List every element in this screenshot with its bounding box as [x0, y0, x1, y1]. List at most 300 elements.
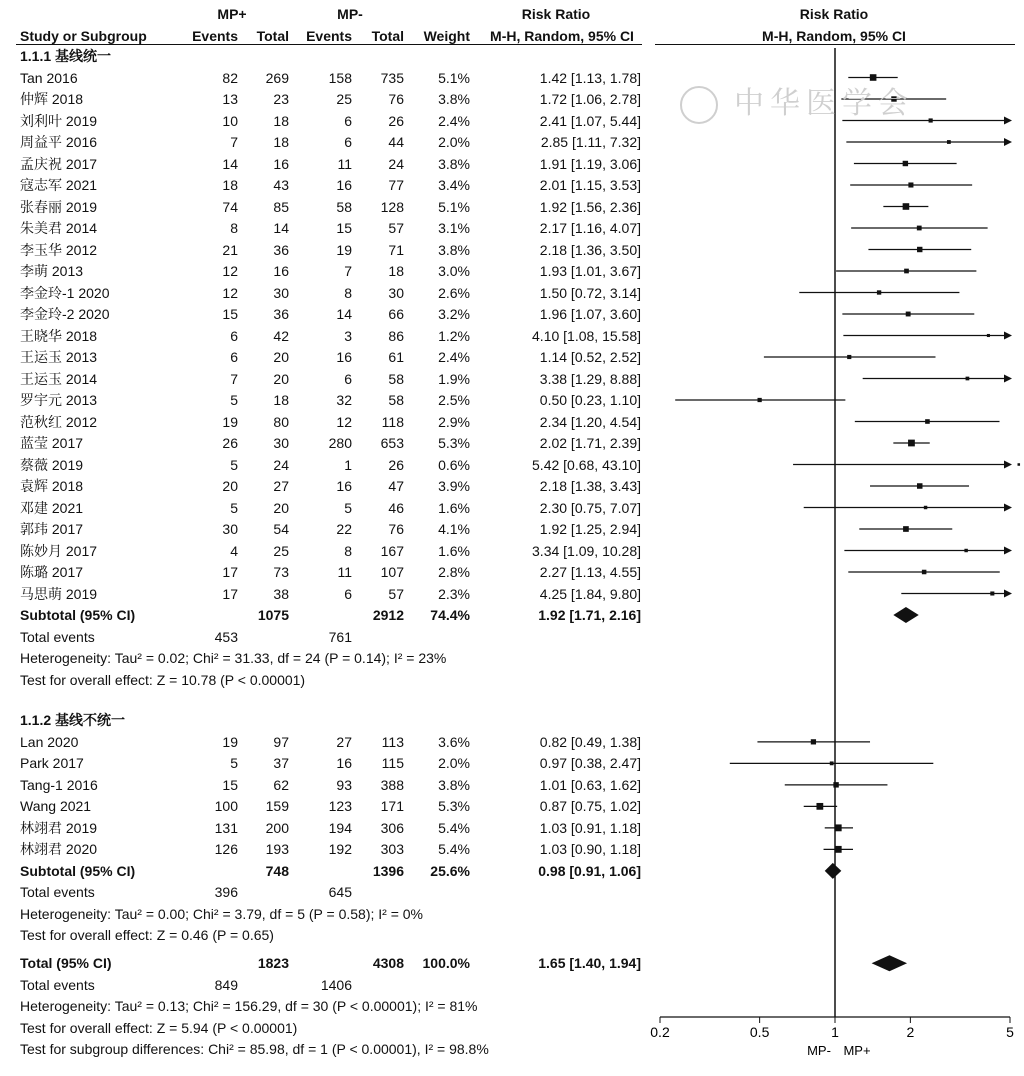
study-name: Lan 2020 — [20, 733, 79, 750]
total-mpminus: 46 — [388, 499, 404, 516]
weight: 1.9% — [438, 370, 470, 387]
risk-ratio-ci: 0.82 [0.49, 1.38] — [539, 733, 641, 750]
weight: 3.0% — [438, 263, 470, 279]
subgroup-label: 1.1.1 基线统一 — [20, 48, 112, 64]
header-weight: Weight — [423, 28, 470, 44]
total-mpplus: 80 — [273, 413, 289, 430]
weight: 2.8% — [438, 564, 470, 580]
weight: 1.2% — [438, 327, 470, 344]
total-mpminus: 47 — [388, 478, 404, 494]
total-mpplus: 43 — [273, 177, 289, 193]
plot-title: Risk Ratio — [799, 6, 869, 22]
total-mpminus: 171 — [380, 798, 404, 815]
risk-ratio-ci: 2.02 [1.71, 2.39] — [539, 435, 641, 451]
total-mpplus: 27 — [273, 478, 289, 494]
total-mpplus: 1823 — [257, 955, 289, 972]
header-rr-method: M-H, Random, 95% CI — [490, 28, 634, 44]
events-mpminus: 16 — [336, 478, 352, 494]
total-mpminus: 57 — [388, 585, 404, 602]
total-mpplus: 30 — [273, 435, 289, 451]
total-mpplus: 193 — [265, 841, 289, 858]
risk-ratio-ci: 2.01 [1.15, 3.53] — [539, 177, 641, 193]
events-mpminus: 16 — [336, 349, 352, 365]
study-name: Tang-1 2016 — [20, 776, 98, 793]
total-mpplus: 159 — [265, 798, 289, 815]
events-mpminus: 194 — [328, 819, 352, 836]
study-name: 蔡薇 2019 — [20, 456, 84, 473]
risk-ratio-ci: 1.03 [0.90, 1.18] — [539, 841, 641, 858]
events-mpplus: 12 — [222, 284, 238, 301]
study-name: 邓建 2021 — [20, 499, 84, 516]
total-mpplus: 24 — [273, 456, 289, 473]
subtotal-ci: 0.98 [0.91, 1.06] — [538, 862, 641, 879]
total-mpminus: 77 — [388, 177, 404, 193]
study-name: 林翊君 2020 — [20, 841, 98, 858]
total-events-label: Total events — [20, 628, 95, 645]
subtotal-weight: 74.4% — [430, 607, 470, 623]
total-mpplus: 14 — [273, 220, 289, 236]
total-weight: 100.0% — [422, 955, 470, 972]
total-mpplus: 30 — [273, 284, 289, 301]
total-mpplus: 20 — [273, 370, 289, 387]
total-events-mpplus: 396 — [214, 884, 238, 901]
events-mpplus: 82 — [222, 69, 238, 86]
ci-arrow — [1004, 461, 1012, 469]
weight: 3.8% — [438, 241, 470, 258]
events-mpminus: 192 — [328, 841, 352, 858]
x-tick-label: 5 — [1006, 1024, 1014, 1040]
effect-square — [904, 269, 909, 274]
total-mpminus: 26 — [388, 112, 404, 129]
risk-ratio-ci: 1.92 [1.56, 2.36] — [539, 198, 641, 215]
effect-square — [917, 247, 922, 252]
ci-arrow — [1004, 117, 1012, 125]
events-mpminus: 15 — [336, 220, 352, 236]
effect-square — [877, 290, 881, 294]
weight: 3.8% — [438, 91, 470, 107]
events-mpplus: 12 — [222, 263, 238, 279]
events-mpplus: 6 — [230, 327, 238, 344]
header-mpminus: MP- — [337, 6, 363, 22]
risk-ratio-ci: 2.41 [1.07, 5.44] — [539, 112, 641, 129]
effect-square — [922, 570, 927, 575]
events-mpplus: 5 — [230, 392, 238, 408]
total-mpminus: 115 — [381, 755, 404, 772]
total-events-mpplus: 453 — [214, 628, 238, 645]
risk-ratio-ci: 4.10 [1.08, 15.58] — [532, 327, 641, 344]
total-mpminus: 86 — [388, 327, 404, 344]
total-mpminus: 306 — [380, 819, 404, 836]
total-mpminus: 30 — [388, 284, 404, 301]
risk-ratio-ci: 1.01 [0.63, 1.62] — [539, 776, 641, 793]
footer-overall: Test for overall effect: Z = 5.94 (P < 0.00001) — [20, 1019, 298, 1036]
weight: 2.6% — [438, 284, 470, 301]
study-name: 刘利叶 2019 — [20, 112, 98, 129]
risk-ratio-ci: 3.34 [1.09, 10.28] — [532, 542, 641, 559]
events-mpplus: 14 — [222, 155, 238, 172]
total-mpplus: 200 — [265, 819, 289, 836]
study-name: 李玉华 2012 — [20, 241, 98, 258]
study-name: 孟庆祝 2017 — [20, 155, 98, 172]
total-mpminus: 653 — [380, 435, 404, 451]
events-mpminus: 6 — [344, 134, 352, 150]
study-name: Tan 2016 — [20, 69, 78, 86]
study-name: 仲辉 2018 — [20, 91, 84, 107]
x-tick-label: 0.5 — [749, 1024, 770, 1040]
effect-square — [811, 739, 816, 744]
risk-ratio-ci: 1.93 [1.01, 3.67] — [539, 263, 641, 279]
weight: 5.1% — [438, 69, 470, 86]
total-mpplus: 54 — [273, 521, 289, 537]
risk-ratio-ci: 2.30 [0.75, 7.07] — [539, 499, 641, 516]
total-label: Total (95% CI) — [20, 955, 112, 972]
weight: 3.9% — [438, 478, 470, 494]
total-mpminus: 18 — [388, 263, 404, 279]
events-mpplus: 15 — [222, 776, 238, 793]
total-mpminus: 118 — [381, 413, 404, 430]
ci-arrow — [1004, 375, 1012, 383]
total-mpplus: 20 — [273, 349, 289, 365]
x-tick-label: 1 — [831, 1024, 839, 1040]
risk-ratio-ci: 0.50 [0.23, 1.10] — [539, 392, 641, 408]
header-total2: Total — [371, 28, 404, 44]
risk-ratio-ci: 1.42 [1.13, 1.78] — [539, 69, 641, 86]
events-mpminus: 6 — [344, 370, 352, 387]
ci-arrow — [1004, 504, 1012, 512]
risk-ratio-ci: 1.72 [1.06, 2.78] — [539, 91, 641, 107]
x-tick-label: 0.2 — [650, 1024, 670, 1040]
events-mpminus: 16 — [336, 177, 352, 193]
total-events-label: Total events — [20, 976, 95, 993]
study-name: 周益平 2016 — [20, 134, 98, 150]
study-name: 范秋红 2012 — [20, 413, 98, 430]
events-mpplus: 30 — [222, 521, 238, 537]
total-mpminus: 44 — [388, 134, 404, 150]
weight: 3.1% — [438, 220, 470, 236]
weight: 2.3% — [438, 585, 470, 602]
study-name: Park 2017 — [20, 755, 84, 772]
effect-square — [925, 419, 930, 424]
effect-square — [816, 803, 823, 810]
total-events-mpminus: 645 — [328, 884, 352, 901]
effect-square — [835, 824, 842, 831]
watermark-logo — [680, 78, 980, 121]
events-mpminus: 93 — [336, 776, 352, 793]
events-mpminus: 1 — [344, 456, 352, 473]
ci-arrow — [1004, 138, 1012, 146]
total-mpplus: 73 — [273, 564, 289, 580]
study-name: 李萌 2013 — [20, 263, 84, 279]
weight: 3.4% — [438, 177, 470, 193]
events-mpminus: 8 — [344, 542, 352, 559]
events-mpminus: 158 — [328, 69, 352, 86]
effect-square — [908, 440, 915, 447]
total-mpminus: 24 — [388, 155, 404, 172]
risk-ratio-ci: 0.97 [0.38, 2.47] — [539, 755, 641, 772]
events-mpplus: 17 — [222, 585, 238, 602]
total-mpplus: 18 — [273, 134, 289, 150]
subgroup-label: 1.1.2 基线不统一 — [20, 712, 126, 729]
total-mpplus: 38 — [273, 585, 289, 602]
risk-ratio-ci: 2.18 [1.38, 3.43] — [539, 478, 641, 494]
total-mpplus: 36 — [273, 306, 289, 322]
risk-ratio-ci: 4.25 [1.84, 9.80] — [539, 585, 641, 602]
events-mpplus: 7 — [230, 370, 238, 387]
weight: 1.6% — [438, 542, 470, 559]
weight: 3.8% — [438, 155, 470, 172]
effect-square — [906, 312, 911, 317]
study-name: 马思萌 2019 — [20, 585, 98, 602]
events-mpminus: 8 — [344, 284, 352, 301]
subtotal-total-mpplus: 1075 — [257, 607, 289, 623]
study-name: Wang 2021 — [20, 798, 92, 815]
total-mpminus: 113 — [381, 733, 404, 750]
total-mpplus: 16 — [273, 155, 289, 172]
weight: 5.3% — [438, 798, 470, 815]
total-mpminus: 4308 — [372, 955, 404, 972]
overall-effect-text: Test for overall effect: Z = 10.78 (P < 0.00001) — [20, 671, 306, 688]
risk-ratio-ci: 2.17 [1.16, 4.07] — [539, 220, 641, 236]
effect-square — [908, 182, 913, 187]
events-mpplus: 5 — [230, 755, 238, 772]
total-mpminus: 61 — [388, 349, 404, 365]
events-mpminus: 6 — [344, 585, 352, 602]
subtotal-total-mpminus: 2912 — [372, 607, 404, 623]
risk-ratio-ci: 1.03 [0.91, 1.18] — [539, 819, 641, 836]
weight: 2.9% — [438, 413, 470, 430]
total-mpplus: 85 — [273, 198, 289, 215]
events-mpplus: 19 — [222, 413, 238, 430]
footer-subgroup-diff: Test for subgroup differences: Chi² = 85.98, df = 1 (P < 0.00001), I² = 98.8% — [20, 1041, 489, 1058]
x-tick-label: 2 — [906, 1024, 915, 1040]
weight: 5.4% — [438, 819, 470, 836]
weight: 0.6% — [438, 456, 470, 473]
events-mpplus: 15 — [222, 306, 238, 322]
footer-heterogeneity: Heterogeneity: Tau² = 0.13; Chi² = 156.29, df = 30 (P < 0.00001); I² = 81% — [20, 998, 478, 1015]
total-mpminus: 58 — [388, 392, 404, 408]
subtotal-total-mpplus: 748 — [265, 862, 289, 879]
events-mpplus: 19 — [222, 733, 238, 750]
study-name: 郭玮 2017 — [20, 521, 84, 537]
study-name: 陈璐 2017 — [20, 564, 84, 580]
total-mpplus: 36 — [273, 241, 289, 258]
header-mpplus: MP+ — [217, 6, 247, 22]
effect-square — [847, 355, 851, 359]
risk-ratio-ci: 2.85 [1.11, 7.32] — [540, 134, 641, 150]
total-mpminus: 71 — [388, 241, 404, 258]
risk-ratio-ci: 1.92 [1.25, 2.94] — [539, 521, 641, 537]
effect-square — [833, 782, 838, 787]
total-mpminus: 388 — [380, 776, 404, 793]
weight: 2.4% — [438, 112, 470, 129]
total-events-mpminus: 761 — [328, 628, 352, 645]
effect-square — [835, 846, 842, 853]
ci-arrow — [1004, 590, 1012, 598]
subtotal-weight: 25.6% — [430, 862, 470, 879]
header-total1: Total — [256, 28, 289, 44]
seal-icon — [680, 86, 718, 124]
risk-ratio-ci: 1.96 [1.07, 3.60] — [539, 306, 641, 322]
total-events-label: Total events — [20, 884, 95, 901]
weight: 2.5% — [438, 392, 470, 408]
risk-ratio-ci: 1.91 [1.19, 3.06] — [539, 155, 641, 172]
total-mpplus: 25 — [273, 542, 289, 559]
heterogeneity-text: Heterogeneity: Tau² = 0.00; Chi² = 3.79, df = 5 (P = 0.58); I² = 0% — [20, 905, 423, 922]
events-mpminus: 22 — [336, 521, 352, 537]
total-mpminus: 66 — [388, 306, 404, 322]
ci-arrow — [1004, 332, 1012, 340]
total-mpplus: 62 — [273, 776, 289, 793]
events-mpplus: 5 — [230, 456, 238, 473]
summary-diamond — [872, 955, 907, 971]
subtotal-ci: 1.92 [1.71, 2.16] — [538, 607, 641, 623]
events-mpminus: 12 — [336, 413, 352, 430]
events-mpminus: 5 — [344, 499, 352, 516]
header-events2: Events — [306, 28, 352, 44]
study-name: 王运玉 2013 — [20, 349, 98, 365]
study-name: 蓝莹 2017 — [20, 435, 84, 451]
events-mpplus: 126 — [214, 841, 238, 858]
events-mpplus: 74 — [222, 198, 238, 215]
events-mpminus: 19 — [336, 241, 352, 258]
header-rr: Risk Ratio — [521, 6, 591, 22]
heterogeneity-text: Heterogeneity: Tau² = 0.02; Chi² = 31.33, df = 24 (P = 0.14); I² = 23% — [20, 650, 447, 666]
risk-ratio-ci: 2.27 [1.13, 4.55] — [539, 564, 641, 580]
risk-ratio-ci: 3.38 [1.29, 8.88] — [539, 370, 641, 387]
events-mpminus: 27 — [336, 733, 352, 750]
effect-square — [758, 398, 762, 402]
effect-square — [966, 377, 970, 381]
summary-diamond — [893, 607, 918, 623]
study-name: 罗宇元 2013 — [20, 392, 98, 408]
events-mpminus: 6 — [344, 112, 352, 129]
weight: 5.3% — [438, 435, 470, 451]
events-mpplus: 131 — [214, 819, 238, 836]
risk-ratio-ci: 0.87 [0.75, 1.02] — [539, 798, 641, 815]
overall-effect-text: Test for overall effect: Z = 0.46 (P = 0.65) — [20, 927, 274, 944]
study-name: 张春丽 2019 — [20, 198, 98, 215]
events-mpplus: 5 — [230, 499, 238, 516]
total-mpminus: 58 — [388, 370, 404, 387]
study-name: 王晓华 2018 — [20, 327, 98, 344]
total-mpplus: 23 — [273, 91, 289, 107]
subtotal-label: Subtotal (95% CI) — [20, 862, 136, 879]
risk-ratio-ci: 1.50 [0.72, 3.14] — [539, 284, 641, 301]
subtotal-total-mpminus: 1396 — [372, 862, 404, 879]
events-mpplus: 18 — [222, 177, 238, 193]
weight: 2.0% — [438, 755, 470, 772]
total-mpminus: 76 — [388, 91, 404, 107]
events-mpplus: 21 — [222, 241, 238, 258]
effect-square — [924, 506, 927, 509]
events-mpminus: 16 — [336, 755, 352, 772]
study-name: 李金玲-1 2020 — [20, 284, 110, 301]
weight: 3.6% — [438, 733, 470, 750]
effect-square — [903, 526, 909, 532]
events-mpminus: 123 — [328, 798, 352, 815]
events-mpplus: 26 — [222, 435, 238, 451]
events-mpminus: 11 — [337, 155, 352, 172]
total-mpplus: 97 — [273, 733, 289, 750]
weight: 2.0% — [438, 134, 470, 150]
events-mpminus: 32 — [336, 392, 352, 408]
right-direction-label: MP+ — [843, 1043, 871, 1058]
events-mpminus: 14 — [336, 306, 352, 322]
weight: 2.4% — [438, 349, 470, 365]
total-mpplus: 18 — [273, 112, 289, 129]
total-mpplus: 16 — [273, 263, 289, 279]
study-name: 林翊君 2019 — [20, 819, 98, 836]
study-name: 陈妙月 2017 — [20, 542, 98, 559]
effect-square — [947, 140, 951, 144]
weight: 5.4% — [438, 841, 470, 858]
total-events-mpplus: 849 — [214, 976, 238, 993]
risk-ratio-ci: 5.42 [0.68, 43.10] — [532, 456, 641, 473]
total-mpplus: 269 — [265, 69, 289, 86]
header-study: Study or Subgroup — [20, 28, 147, 44]
plot-method: M-H, Random, 95% CI — [762, 28, 906, 44]
effect-square — [830, 761, 834, 765]
weight: 4.1% — [438, 521, 470, 537]
events-mpplus: 4 — [230, 542, 238, 559]
effect-square — [987, 334, 990, 337]
subtotal-label: Subtotal (95% CI) — [20, 607, 136, 623]
total-mpminus: 76 — [388, 521, 404, 537]
weight: 1.6% — [438, 499, 470, 516]
total-mpplus: 42 — [273, 327, 289, 344]
ci-arrow — [1004, 547, 1012, 555]
events-mpplus: 17 — [222, 564, 238, 580]
events-mpplus: 8 — [230, 220, 238, 236]
total-mpminus: 57 — [388, 220, 404, 236]
effect-square — [903, 161, 908, 166]
effect-square — [1018, 463, 1021, 466]
header-events1: Events — [192, 28, 238, 44]
risk-ratio-ci: 2.18 [1.36, 3.50] — [539, 241, 641, 258]
total-mpplus: 18 — [273, 392, 289, 408]
events-mpplus: 10 — [222, 112, 238, 129]
events-mpplus: 13 — [222, 91, 238, 107]
study-name: 寇志军 2021 — [20, 177, 98, 193]
effect-square — [929, 118, 933, 122]
study-name: 李金玲-2 2020 — [20, 306, 110, 322]
events-mpplus: 100 — [214, 798, 238, 815]
effect-square — [964, 549, 967, 552]
events-mpplus: 20 — [222, 478, 238, 494]
total-mpminus: 167 — [380, 542, 404, 559]
events-mpplus: 7 — [230, 134, 238, 150]
effect-square — [990, 591, 994, 595]
study-name: 袁辉 2018 — [20, 478, 84, 494]
events-mpminus: 7 — [344, 263, 352, 279]
total-events-mpminus: 1406 — [320, 976, 352, 993]
events-mpplus: 6 — [230, 349, 238, 365]
total-mpminus: 26 — [388, 456, 404, 473]
total-mpminus: 107 — [380, 564, 404, 580]
summary-diamond — [825, 863, 842, 879]
events-mpminus: 11 — [337, 564, 352, 580]
risk-ratio-ci: 2.34 [1.20, 4.54] — [539, 413, 641, 430]
total-mpplus: 20 — [273, 499, 289, 516]
effect-square — [917, 226, 922, 231]
events-mpminus: 25 — [336, 91, 352, 107]
events-mpminus: 58 — [336, 198, 352, 215]
study-name: 朱美君 2014 — [20, 220, 98, 236]
risk-ratio-ci: 1.14 [0.52, 2.52] — [539, 349, 641, 365]
events-mpminus: 3 — [344, 327, 352, 344]
total-mpplus: 37 — [273, 755, 289, 772]
events-mpminus: 280 — [328, 435, 352, 451]
